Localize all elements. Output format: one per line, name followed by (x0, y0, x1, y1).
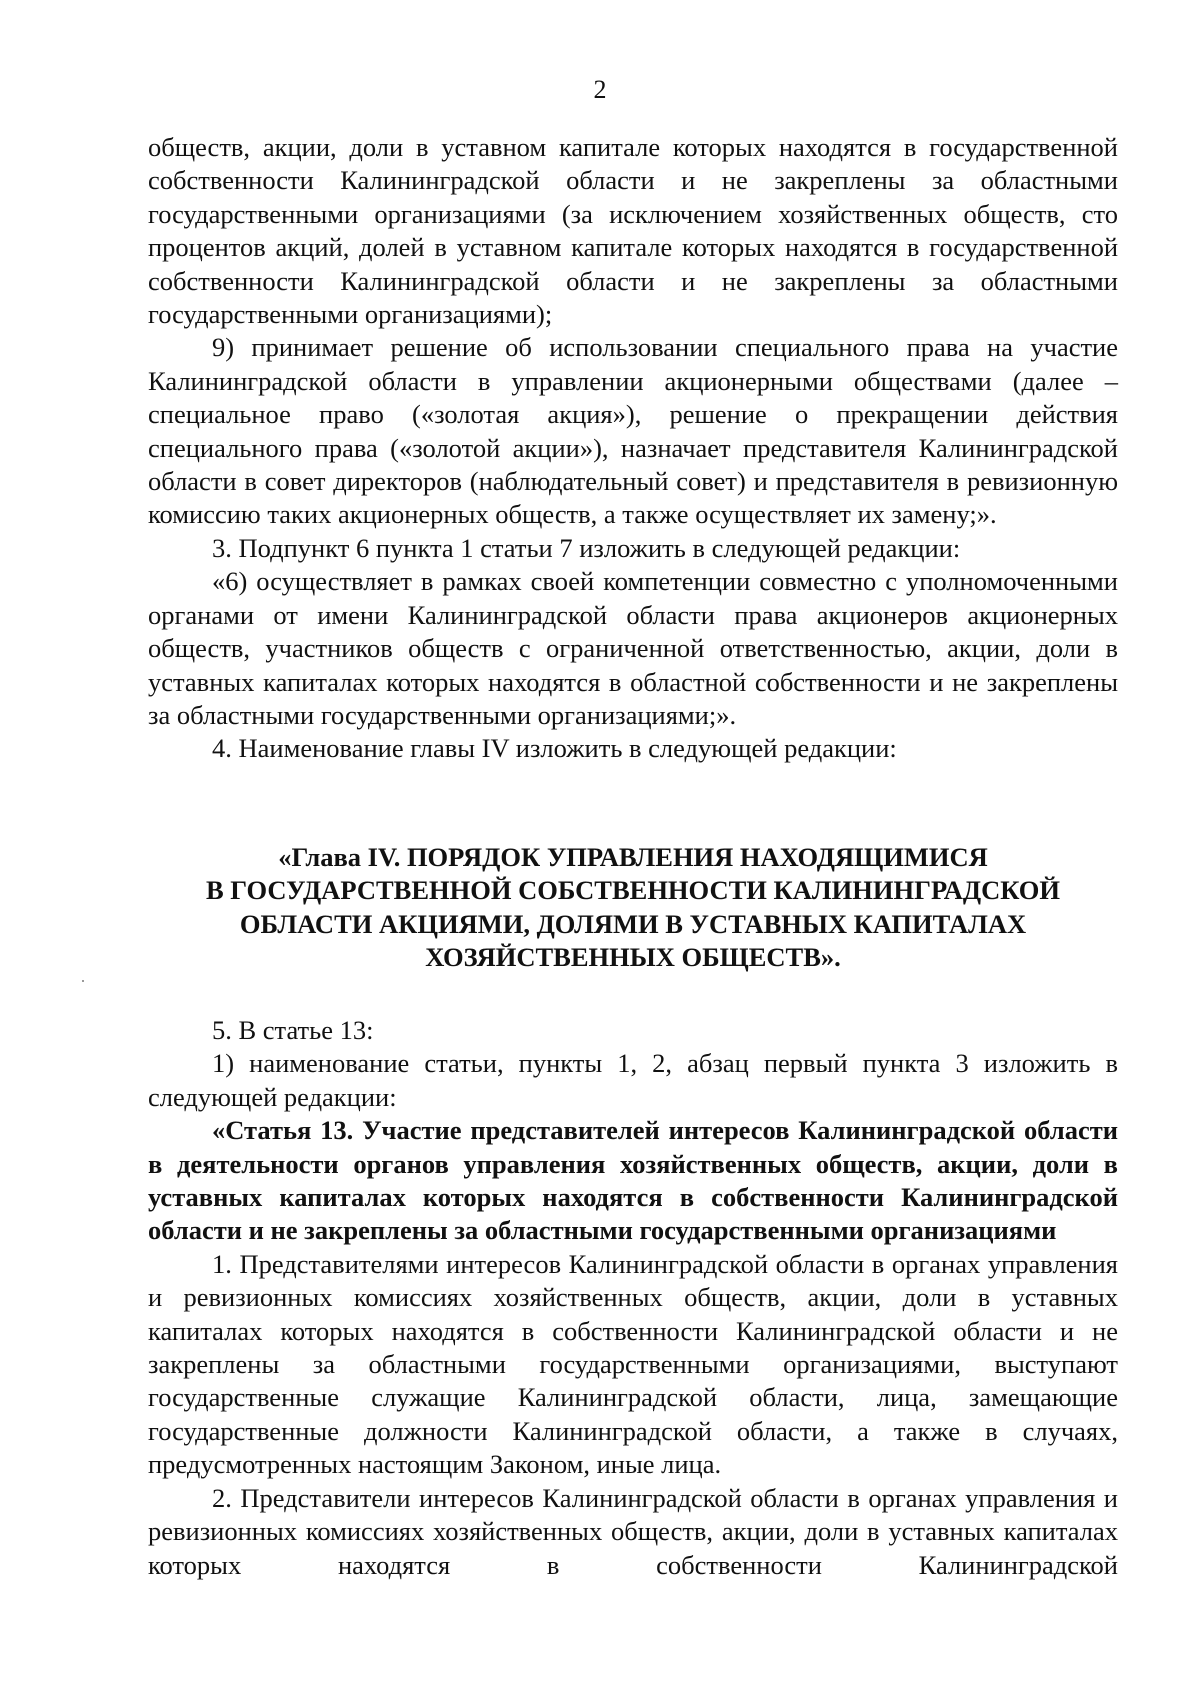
article-13-point-2: 2. Представители интересов Калининградской области в органах управления и ревизионных комиссиях хозяйственных обществ, акции, доли в уставных капиталах которых находятся в собственности Калининградской (148, 1482, 1118, 1580)
article-13-point-1: 1. Представителями интересов Калининградской области в органах управления и ревизионных комиссиях хозяйственных обществ, акции, доли в уставных капиталах которых находятся в собственности Калининградской области и не закреплены за областными государственными организациями, выступают государственные служащие Калининградской области, лица, замещающие государственные должности Калининградской области, а также в случаях, предусмотренных настоящим Законом, иные лица. (148, 1248, 1118, 1480)
chapter-heading-line: В ГОСУДАРСТВЕННОЙ СОБСТВЕННОСТИ КАЛИНИНГРАДСКОЙ (205, 875, 1061, 906)
chapter-heading-line: ХОЗЯЙСТВЕННЫХ ОБЩЕСТВ». (425, 942, 841, 973)
chapter-heading-line: ОБЛАСТИ АКЦИЯМИ, ДОЛЯМИ В УСТАВНЫХ КАПИТАЛАХ (239, 908, 1027, 939)
document-body-bottom (148, 1014, 1118, 1582)
paragraph-continuation: обществ, акции, доли в уставном капитале которых находятся в государственной собственности Калининградской области и не закреплены за областными государственными организациями (за исключением хозяйственных обществ, сто процентов акций, долей в уставном капитале которых находятся в государственной собственности Калининградской области и не закреплены за областными государственными организациями); (148, 132, 1118, 330)
document-body-top (148, 131, 1118, 766)
paragraph-subpoint-6: «6) осуществляет в рамках своей компетенции совместно с уполномоченными органами от имени Калининградской области права акционеров акционерных обществ, участников обществ с ограниченной ответственностью, акции, доли в уставных капиталах которых находятся в областной собственности и не закреплены за областными государственными организациями;». (148, 566, 1118, 730)
paragraph-amendment-3: 3. Подпункт 6 пункта 1 статьи 7 изложить в следующей редакции: (212, 532, 961, 563)
scan-speck (82, 980, 84, 982)
paragraph-subpoint-9: 9) принимает решение об использовании специального права на участие Калининградской области в управлении акционерными обществами (далее – специальное право («золотая акция»), решение о прекращении действия специального права («золотой акции»), назначает представителя Калининградской области в совет директоров (наблюдательный совет) и представителя в ревизионную комиссию таких акционерных обществ, а также осуществляет их замену;». (148, 332, 1118, 530)
paragraph-amendment-5: 5. В статье 13: (212, 1015, 374, 1045)
page-number: 2 (593, 75, 607, 104)
paragraph-amendment-4: 4. Наименование главы IV изложить в следующей редакции: (212, 733, 897, 764)
paragraph-subpoint-1: 1) наименование статьи, пункты 1, 2, абзац первый пункта 3 изложить в следующей редакции: (148, 1048, 1118, 1112)
chapter-heading-line: «Глава IV. ПОРЯДОК УПРАВЛЕНИЯ НАХОДЯЩИМИСЯ (278, 842, 988, 872)
article-13-title: «Статья 13. Участие представителей интересов Калининградской области в деятельности органов управления хозяйственных обществ, акции, доли в уставных капиталах которых находятся в собственности Калининградской области и не закреплены за областными государственными организациями (148, 1115, 1118, 1246)
chapter-heading (148, 841, 1118, 975)
